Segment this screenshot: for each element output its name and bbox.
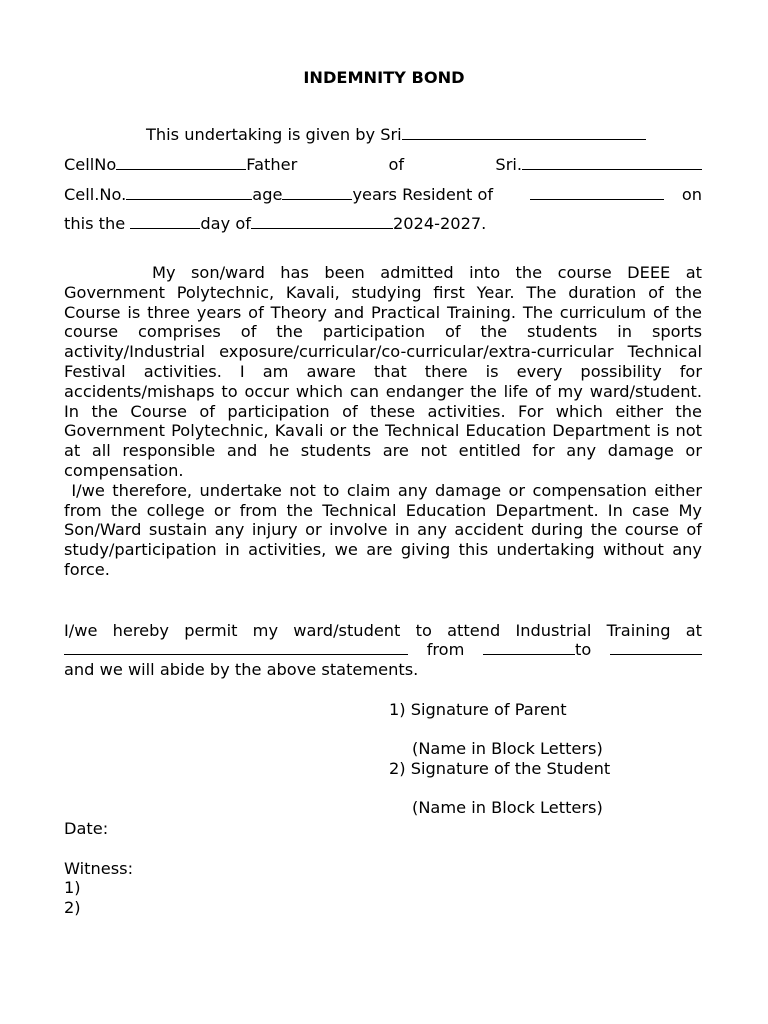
parent-name-block: (Name in Block Letters) <box>412 739 603 758</box>
of-label: of <box>388 155 405 174</box>
to-date-blank[interactable] <box>610 640 702 655</box>
date-line <box>64 214 702 234</box>
on-label: on <box>681 185 702 204</box>
cell-age-resident-line <box>64 185 702 205</box>
age-label: age <box>252 185 283 204</box>
father-label: Father <box>246 155 298 174</box>
day-of-label: day of <box>200 214 251 233</box>
witness-label: Witness: <box>64 858 134 878</box>
year-label: 2024-2027. <box>392 214 487 233</box>
paragraph-2-text: I/we therefore, undertake not to claim any damage or compensation either from the college or from the Technical Education Department. In case My Son/Ward sustain any injury or involve in any accident during the course of study/participation in activities, we are giving this undertaking without any force. <box>64 480 702 579</box>
date-witness-block <box>64 819 133 918</box>
permit-text: I/we hereby permit my ward/student to attend Industrial Training at <box>64 621 702 640</box>
resident-blank[interactable] <box>530 185 664 200</box>
undertaking-line <box>64 125 702 145</box>
abide-line: and we will abide by the above statements. <box>64 660 419 679</box>
cellno-label: CellNo <box>64 155 117 174</box>
to-label: to <box>575 640 592 659</box>
paragraph-2 <box>64 481 702 580</box>
cellno-father-line <box>64 155 702 175</box>
witness-2: 2) <box>64 898 81 918</box>
cellno-blank[interactable] <box>116 155 246 170</box>
month-blank[interactable] <box>251 214 393 229</box>
sri-name-blank[interactable] <box>402 125 646 140</box>
day-blank[interactable] <box>130 214 200 229</box>
student-name-block: (Name in Block Letters) <box>412 798 603 817</box>
from-date-blank[interactable] <box>483 640 575 655</box>
this-the-label: this the <box>64 214 126 233</box>
body-paragraphs <box>64 263 702 580</box>
cell-no-label: Cell.No. <box>64 185 127 204</box>
training-place-blank[interactable] <box>64 640 408 655</box>
undertaking-text: This undertaking is given by Sri <box>146 125 402 144</box>
signature-student: 2) Signature of the Student <box>389 759 611 778</box>
permit-line <box>64 621 702 641</box>
age-blank[interactable] <box>282 185 352 200</box>
training-dates-line <box>64 640 702 660</box>
from-label: from <box>426 640 465 659</box>
father-name-blank[interactable] <box>522 155 702 170</box>
resident-label: years Resident of <box>352 185 494 204</box>
date-label: Date: <box>64 819 109 838</box>
witness-1: 1) <box>64 878 81 898</box>
paragraph-1-text: My son/ward has been admitted into the course DEEE at Government Polytechnic, Kavali, studying first Year. The duration of the Course is three years of Theory and Practical Training. The curriculum of the course comprises of the participation of the students in sports activity/Industrial exposure/curricular/co-curricular/extra-curricular Technical Festival activities. I am aware that there is every possibility for accidents/mishaps to occur which can endanger the life of my ward/student. In the Course of participation of these activities. For which either the Government Polytechnic, Kavali or the Technical Education Department is not at all responsible and he students are not entitled for any damage or compensation. <box>64 263 702 480</box>
signature-parent: 1) Signature of Parent <box>389 700 567 719</box>
document-title: INDEMNITY BOND <box>303 68 465 87</box>
sri-label: Sri. <box>495 155 522 174</box>
paragraph-1 <box>64 263 702 481</box>
cell-no-blank[interactable] <box>126 185 252 200</box>
